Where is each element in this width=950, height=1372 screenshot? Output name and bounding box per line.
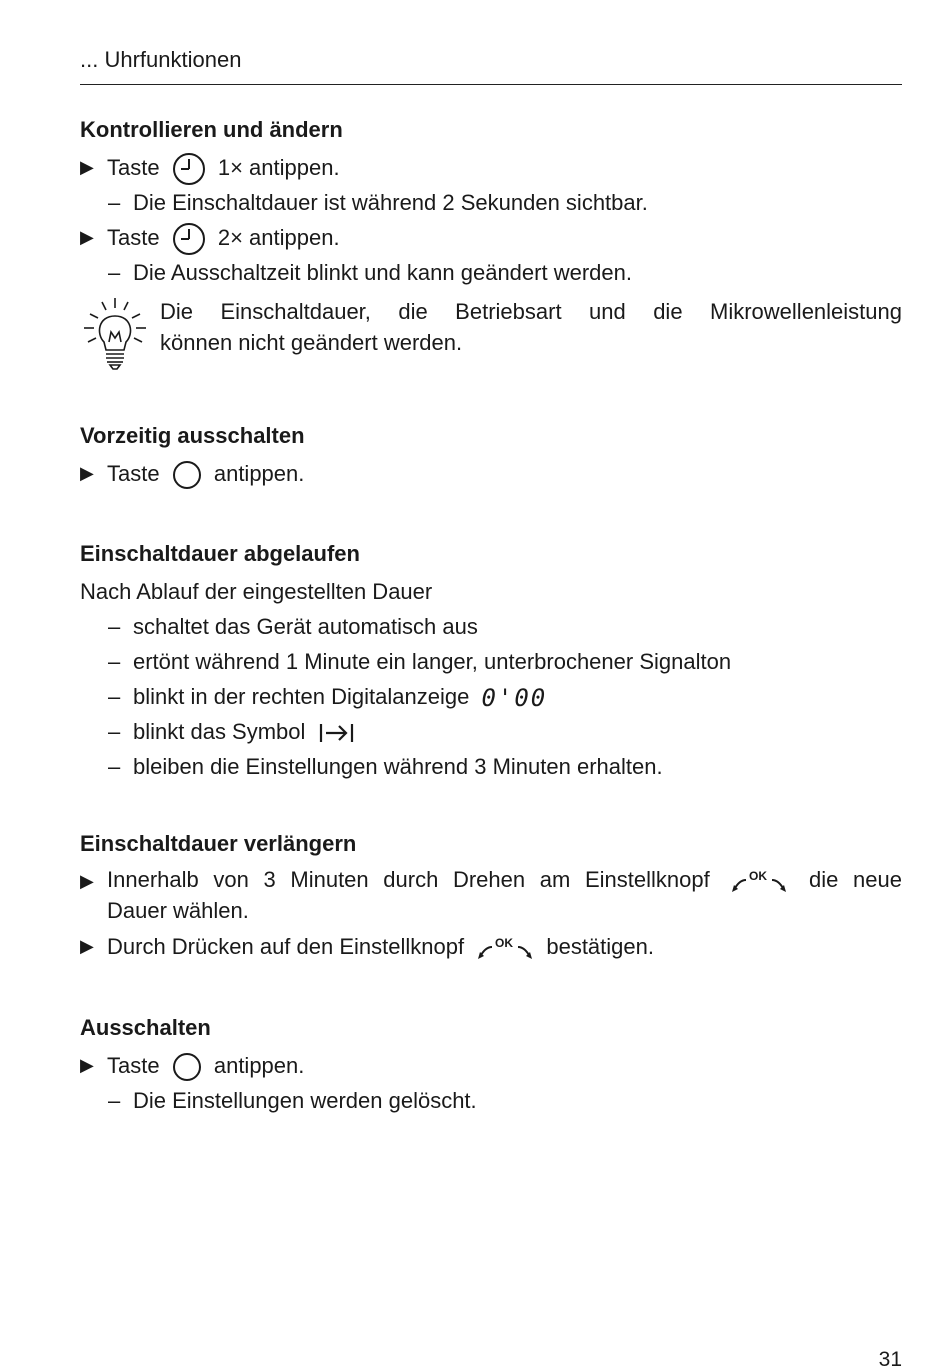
section-kontrollieren — [80, 114, 902, 290]
step-item: ▶ Taste 2× antippen. — [80, 220, 902, 255]
clock-button-icon — [172, 222, 206, 256]
tip-note — [80, 296, 902, 358]
dash-item: – bleiben die Einstellungen während 3 Minuten erhalten. — [108, 754, 663, 779]
section-vorzeitig — [80, 420, 902, 491]
dash-item: – Die Einschaltdauer ist während 2 Sekunden sichtbar. — [108, 190, 648, 215]
dash-item: – Die Ausschaltzeit blinkt und kann geändert werden. — [108, 260, 632, 285]
dash-item: – blinkt in der rechten Digitalanzeige 0'00 — [80, 679, 902, 714]
svg-text:OK: OK — [495, 936, 514, 951]
svg-text:OK: OK — [749, 869, 768, 884]
intro-text: Nach Ablauf der eingestellten Dauer — [80, 579, 433, 604]
section-ausschalten — [80, 1012, 902, 1118]
section-heading: Kontrollieren und ändern — [80, 117, 343, 142]
section-verlaengern — [80, 828, 902, 964]
clock-button-icon — [172, 152, 206, 186]
lightbulb-tip-icon — [80, 296, 150, 372]
section-heading: Einschaltdauer abgelaufen — [80, 541, 360, 566]
step-marker-icon: ▶ — [80, 936, 94, 956]
header-title: ... Uhrfunktionen — [80, 47, 242, 72]
running-header — [80, 44, 902, 85]
dash-item: – ertönt während 1 Minute ein langer, unterbrochener Signalton — [108, 649, 732, 674]
step-marker-icon: ▶ — [80, 1055, 94, 1075]
rotary-knob-icon — [730, 868, 788, 894]
step-item: ▶ Durch Drücken auf den Einstellknopf OK bestätigen. — [80, 929, 902, 964]
manual-page — [80, 0, 902, 1370]
step-item: ▶ Taste antippen. — [80, 1048, 902, 1083]
dash-item: – blinkt das Symbol — [80, 714, 902, 749]
section-heading: Einschaltdauer verlängern — [80, 831, 357, 856]
section-abgelaufen — [80, 538, 902, 784]
stop-button-icon — [172, 1052, 202, 1082]
page-number: 31 — [878, 1348, 902, 1371]
section-heading: Vorzeitig ausschalten — [80, 423, 305, 448]
digital-display-value: 0'00 — [481, 683, 548, 712]
section-heading: Ausschalten — [80, 1015, 211, 1040]
step-item: ▶ Taste 1× antippen. — [80, 150, 902, 185]
step-marker-icon: ▶ — [80, 157, 94, 177]
step-marker-icon: ▶ — [80, 227, 94, 247]
dash-item: – Die Einstellungen werden gelöscht. — [108, 1088, 477, 1113]
tip-text: Die Einschaltdauer, die Betriebsart und die Mikrowellenleistung können nicht geändert werden. — [160, 299, 902, 355]
stop-button-icon — [172, 460, 202, 490]
step-item: ▶ Innerhalb von 3 Minuten durch Drehen am Einstellknopf OK die neue Dauer wählen. — [80, 867, 902, 923]
step-marker-icon: ▶ — [80, 871, 94, 891]
dash-item: – schaltet das Gerät automatisch aus — [108, 614, 478, 639]
step-marker-icon: ▶ — [80, 463, 94, 483]
end-arrow-icon — [318, 722, 356, 744]
rotary-knob-icon — [476, 935, 534, 961]
step-item: ▶ Taste antippen. — [80, 456, 902, 491]
